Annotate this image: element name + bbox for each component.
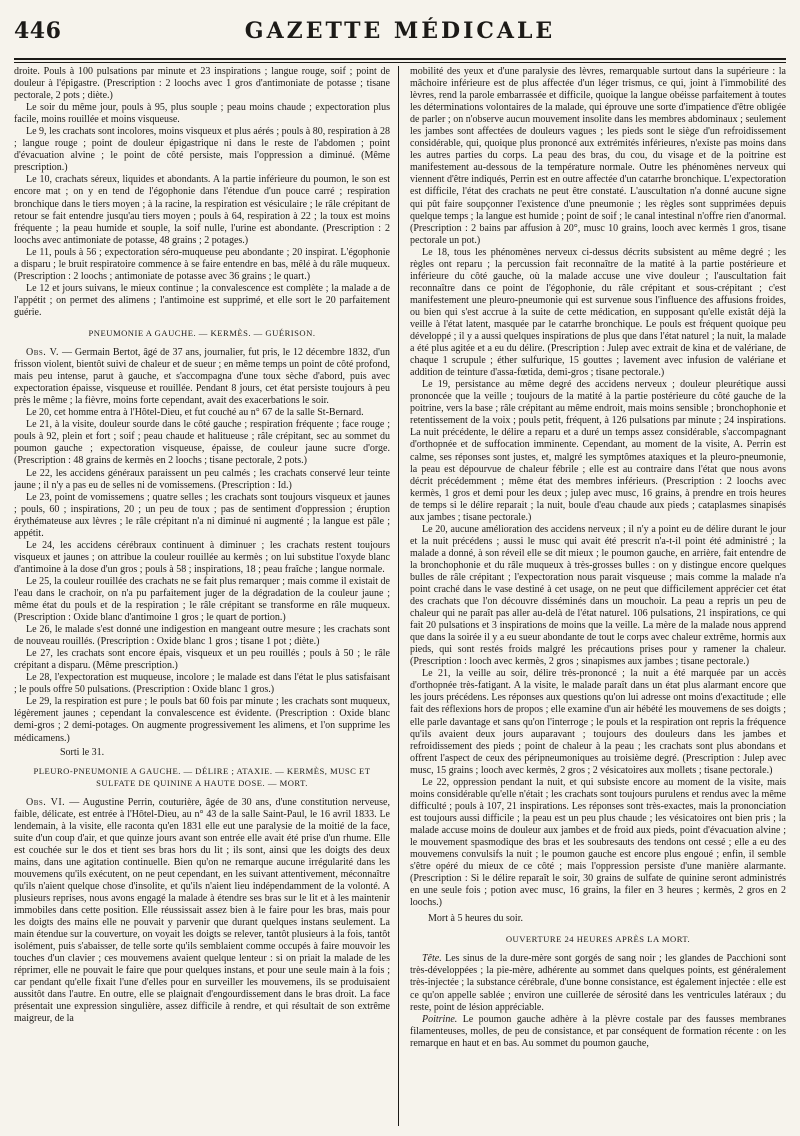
observation-paragraph — [14, 347, 390, 407]
paragraph: Le 22, oppression pendant la nuit, et qui subsiste encore au moment de la visite, mais moins considérable qu'elle n'était ; les crachats sont toujours purulens et rendus avec la même difficulté ; pouls à 107, 21 inspirations. Les réponses sont très-exactes, mais la prononciation est toujours aussi difficile ; la peau est un peu plus chaude ; les vésicatoires ont bien pris ; la malade accuse moins de douleur aux jambes et de froid aux pieds, point d'évacuation alvine ; le mouvement spasmodique des bras et les soubresauts des tendons ont cessé ; elle a eu des mouvemens convulsifs la nuit ; le poumon gauche est encore plus engoué ; enfin, il semble s'être opéré du mieux de ce côté ; mais l'oppression persiste d'une manière alarmante. (Prescription : Si le délire reparaît le soir, 30 grains de sulfate de quinine seront administrés en une seule fois ; potion avec musc, 16 grains, la filer en 3 heures ; kermès, 2 gros en 2 loochs.) — [410, 776, 786, 909]
death-note: Mort à 5 heures du soir. — [428, 913, 523, 925]
journal-title: GAZETTE MÉDICALE — [244, 18, 556, 44]
header-rule — [14, 58, 786, 63]
paragraph: Le soir du même jour, pouls à 95, plus souple ; peau moins chaude ; expectoration plus facile, moins rouillée et moins visqueuse. — [14, 102, 390, 126]
paragraph: Le 12 et jours suivans, le mieux continue ; la convalescence est complète ; la malade a de l'appétit ; on permet des alimens ; l'antimoine est supprimé, et elle sort le 20 parfaitement guérie. — [14, 282, 390, 318]
paragraph: mobilité des yeux et d'une paralysie des lèvres, remarquable surtout dans la supérieure : la mâchoire inférieure est de plus affectée d'un léger trismus, ce qui, joint à l'immobilité des lèvres, rend la parole embarrassée et difficile, quoique la langue obéisse parfaitement à toutes les déterminations volontaires de la malade, qui éprouve une sorte d'impatience d'être obligée de parler ; on n'observe aucun mouvement insolite dans les membres abdominaux ; seulement les jambes sont affectées de douleurs vagues ; les pieds sont le siège d'un refroidissement considérable, qui, quoique plus prononcé aux extrémités inférieures, n'existe pas moins dans les autres parties du corps. La peau des bras, du cou, du visage et de la poitrine est manifestement au-dessous de la température normale. Outre les phénomènes nerveux qui viennent d'être indiqués, Perrin est en outre affectée d'un catarrhe bronchique. L'expectoration est difficile, l'état des crachats ne peut être constaté. L'auscultation n'a donné aucune signe qui pût faire soupçonner l'existence d'une pneumonie ; les règles sont supprimées depuis quelque temps ; la langue est humide ; point de soif ; le canal intestinal n'offre rien d'anormal. (Prescription : 2 bains par affusion à 20°, musc 10 grains, looch avec kermès 1 gros, tisane pectorale un pot.) — [410, 66, 786, 246]
page-number: 446 — [14, 18, 62, 44]
subsection-label: Poitrine. — [422, 1013, 458, 1025]
paragraph: Le 25, la couleur rouillée des crachats ne se fait plus remarquer ; mais comme il existait de l'eau dans le crachoir, on n'a pu parfaitement juger de la dégradation de la couleur jaune ; même état du pouls et de la respiration ; le râle crépitant se transforme en râle muqueux. (Prescription : Oxide blanc d'antimoine 1 gros ; le quart de portion.) — [14, 575, 390, 624]
subsection-text: Les sinus de la dure-mère sont gorgés de sang noir ; les glandes de Pacchioni sont très-développées ; la pie-mère, adhérente au sommet dans quelques points, est généralement très-injectée ; la substance cérébrale, d'une bonne consistance, est également injectée : elle est ce qu'on appelle sablée ; environ une cuillerée de sérosité dans les ventricules latéraux ; du reste, point de lésion appréciable. — [410, 953, 786, 1013]
subsection-text: Le poumon gauche adhère à la plèvre costale par des fausses membranes filamenteuses, molles, de peu de consistance, et par conséquent de formation récente : on les remarque en haut et en bas. Au sommet du poumon gauche, — [410, 1013, 786, 1049]
paragraph — [410, 953, 786, 1013]
section-heading: PNEUMONIE A GAUCHE. — KERMÈS. — GUÉRISON. — [88, 327, 316, 338]
paragraph: Le 29, la respiration est pure ; le pouls bat 60 fois par minute ; les crachats sont muqueux, légèrement jaunes ; cependant la convalescence est évidente. (Prescription : Oxide blanc demi-gros ; 2 demi-potages. On augmente progressivement les alimens, et l'on supprime les médicamens.) — [14, 696, 390, 744]
paragraph: Le 24, les accidens cérébraux continuent à diminuer ; les crachats restent toujours visqueux et jaunes ; on attribue la couleur rouillée au kermès ; on lui substitue l'oxyde blanc d'antimoine à la dose d'un gros ; pouls à 58 ; inspirations, 18 ; peau fraîche ; langue normale. — [14, 539, 390, 575]
paragraph: Le 23, point de vomissemens ; quatre selles ; les crachats sont toujours visqueux et jaunes ; pouls, 60 ; inspirations, 20 ; un peu de toux ; pas de sentiment d'oppression ; éruption érythémateuse aux lèvres ; le râle crépitant n'a ni diminué ni augmenté ; la langue est pâle ; appétit. — [14, 491, 390, 539]
paragraph: Le 22, les accidens généraux paraissent un peu calmés ; les crachats conservé leur teinte jaune ; il n'y a pas eu de selles ni de vomissemens. (Prescription : Id.) — [14, 467, 390, 491]
paragraph: Le 27, les crachats sont encore épais, visqueux et un peu rouillés ; pouls à 50 ; le râle crépitant a disparu. (Même prescription.) — [14, 648, 390, 672]
paragraph: Le 11, pouls à 56 ; expectoration séro-muqueuse peu abondante ; 20 inspirat. L'égophonie a disparu ; le bruit respiratoire commence à se faire entendre en bas, mêlé à du râle muqueux. (Prescription : 2 loochs ; antimoniate de potasse avec 36 grains ; le quart.) — [14, 246, 390, 282]
section-heading: OUVERTURE 24 HEURES APRÈS LA MORT. — [505, 934, 691, 945]
observation-text: — Augustine Perrin, couturière, âgée de 30 ans, d'une constitution nerveuse, faible, délicate, est entrée à l'Hôtel-Dieu, au n° 43 de la salle Saint-Paul, le 16 avril 1833. Le lendemain, à la visite, elle raconta qu'en 1831 elle eut une paralysie de la moitié de la face, suite d'un coup d'air, et que quinze jours avant son entrée elle avait été prise d'un rhume. Elle est couchée sur le dos et tient ses bras hors du lit ; ils sont, ainsi que les doigts des deux mains, dans une agitation continuelle. Bien qu'on ne remarque aucune irrégularité dans les mouvemens qu'ils exécutent, on ne peut cependant, en les suivant attentivement, méconnaître qu'ils n'aient quelque chose d'insolite, et qu'ils n'aient lieu indépendamment de la volonté. A plusieurs reprises, nous avons engagé la malade à étendre ses bras sur le lit et à les maintenir immobiles dans cette position. Elle réussissait assez bien à le faire pour les bras, mais pour les doigts des mains elle ne pouvait y parvenir que durant quelques instans seulement. La main étendue sur la couverture, on voyait les doigts se relever, tantôt plusieurs à la fois, tantôt isolément, puis s'abaisser, de telle sorte qu'ils semblaient comme occupés à faire mouvoir les touches d'un clavier ; ces mouvemens avaient quelque lenteur : si on priait la malade de les réprimer, elle ne pouvait le faire que pour quelques instans, et pour une seule main à la fois ; car pendant qu'elle fixait l'une d'elles pour en surveiller les mouvemens, ils se produisaient aussitôt dans l'autre. En outre, elle se plaignait d'engourdissement dans le bras droit. La face présentait une expression singulière, assez difficile à rendre, et qui résultait de son extrême maigreur, de la — [14, 796, 390, 1025]
observation-label: Obs. VI. — [26, 796, 66, 808]
paragraph: Le 10, crachats séreux, liquides et abondants. A la partie inférieure du poumon, le son est encore mat ; on y en tend de l'égophonie dans l'étendue d'un pouce carré ; respiration bronchique dans le tiers moyen ; à la racine, la respiration est vésiculaire ; le râle crépitant de retour se fait entendre jusqu'au tiers moyen ; pouls à 64, respiration à 22 ; la toux est moins fréquente ; la peau humide et souple, la soif nulle, l'urine est abondante. (Prescription : 2 loochs avec antimoniate de potasse, 48 grains ; 2 potages.) — [14, 174, 390, 246]
paragraph: Le 19, persistance au même degré des accidens nerveux ; douleur pleurétique aussi prononcée que la veille ; toujours de la matité à la partie postérieure du côté gauche de la poitrine, vers la base ; râle crépitant au même endroit, mais moins sensible ; bronchophonie et retentissement de la voix ; pouls petit, fréquent, à 126 pulsations par minute ; 24 inspirations. La nuit précédente, le délire a reparu et a duré un temps assez considérable, s'accompagnant d'orthopnée et de suffocation imminente. Cependant, au moment de la visite, A. Perrin est calme, ses réponses sont justes, et, malgré les symptômes ataxiques et la pleuro-pneumonie, la peau est dépourvue de chaleur fébrile ; elle est au contraire dans l'état que nous avons décrit précédemment ; même état des membres inférieurs. (Prescription : 2 loochs avec kermès, 1 gros et demi pour les deux ; julep avec musc, 16 grains, à prendre en trois heures de temps si le délire reparait ; la nuit, boule d'eau chaude aux pieds ; cataplasmes sinapisés aux jambes ; tisane pectorale.) — [410, 379, 786, 523]
paragraph: Le 18, tous les phénomènes nerveux ci-dessus décrits subsistent au même degré ; les règles ont reparu ; la percussion fait reconnaître de la matité à la partie postérieure et inférieure du côté gauche, où la malade accuse une vive douleur ; l'auscultation fait reconnaître dans ce point de l'égophonie, du râle crépitant et sous-crépitant ; c'est manifestement une pleuro-pneumonie qui est survenue sous l'influence des affusions froides, ou bien qui s'est accrue à la suite de cette médication, en supposant qu'elle existât déjà la veille à l'état latent, masquée par le catarrhe bronchique. Le pouls est fréquent quoique peu développé ; il y a aussi quelques inspirations de plus que dans l'état naturel ; la nuit, la malade a été plus agitée et a eu du délire. (Prescription : Julep avec extrait de kina et de valériane, de chaque 1 scrupule ; éther sulfurique, 15 gouttes ; lavement avec infusion de valériane et addition de teinture d'assa-fœtida, demi-gros ; tisane pectorale.) — [410, 246, 786, 379]
paragraph: Le 20, aucune amélioration des accidens nerveux ; il n'y a point eu de délire durant le jour et la nuit précédens ; aussi le musc qui avait été prescrit n'a-t-il point été administré ; la malade a donné, à son réveil elle se dit mieux ; le poumon gauche, en arrière, fait entendre de la bronchophonie et du râle muqueux à très-grosses bulles : on y distingue encore quelques bulles de râle crépitant ; l'expectoration nous parait visqueuse ; mais comme la malade n'a point craché dans le vase destiné à cet usage, on ne peut que difficilement apprécier cet état des crachats que l'on découvre disséminés dans un mouchoir. La peau a repris un peu de chaleur qui ne paraît pas aller au-delà de l'état naturel. 106 pulsations, 21 inspirations, ce qui fait 20 pulsations et 3 inspirations de moins que la veille. La mère de la malade nous apprend que dans la soirée il y a eu sueur abondante de tout le corps avec chaleur extrême, hormis aux pieds, qui sont restés froids malgré les précautions prises pour y ramener la chaleur. (Prescription : looch avec kermès, 2 gros ; sinapismes aux jambes ; tisane pectorale.) — [410, 523, 786, 668]
paragraph: Le 21, à la visite, douleur sourde dans le côté gauche ; respiration fréquente ; face rouge ; pouls à 92, plein et fort ; soif ; peau chaude et halitueuse ; râle crépitant, sec au sommet du poumon gauche ; expectoration visqueuse, épaisse, de couleur jaune sucre d'orge. (Prescription : 48 grains de kermès en 2 loochs ; tisane pectorale, 2 pots.) — [14, 419, 390, 467]
page-header — [14, 14, 786, 54]
paragraph: Le 28, l'expectoration est muqueuse, incolore ; le malade est dans l'état le plus satisfaisant ; le pouls offre 50 pulsations. (Prescription : Oxide blanc 1 gros.) — [14, 672, 390, 696]
observation-paragraph — [14, 797, 390, 1026]
discharge-note: Sorti le 31. — [60, 746, 105, 758]
observation-text: — Germain Bertot, âgé de 37 ans, journalier, fut pris, le 12 décembre 1832, d'un frisson violent, bientôt suivi de chaleur et de sueur ; en même temps un point de côté profond, mais peu intense, parut à gauche, et s'accompagna d'une toux sèche d'abord, puis avec expectoration épaisse, visqueuse et rouillée. Pendant 8 jours, cet état persiste toujours à peu près le même ; la fièvre, moins forte cependant, avait des exacerbations le soir. — [14, 347, 390, 407]
section-heading: PLEURO-PNEUMONIE A GAUCHE. — DÉLIRE ; ATAXIE. — KERMÈS, MUSC ET SULFATE DE QUININE A HAUTE DOSE. — MORT. — [33, 765, 371, 788]
paragraph: droite. Pouls à 100 pulsations par minute et 23 inspirations ; langue rouge, soif ; point de douleur à l'épigastre. (Prescription : 2 loochs avec 1 gros d'antimoniate de potasse ; tisane pectorale, 2 pots ; diète.) — [14, 66, 390, 102]
paragraph: Le 20, cet homme entra à l'Hôtel-Dieu, et fut couché au n° 67 de la salle St-Bernard. — [26, 407, 364, 419]
paragraph: Le 21, la veille au soir, délire très-prononcé ; la nuit a été marquée par un accès d'orthopnée très-fatigant. A la visite, le malade paraît dans un état plus alarmant encore que les jours précédens. Les réponses aux questions qu'on lui adresse ont moins d'exactitude ; elle fait des réflexions hors de propos ; elle examine d'un air hébété les mouvemens de ses doigts ; elle parle davantage et sans qu'on l'interroge ; le pouls et la respiration ont repris la fréquence qu'ils avaient deux jours auparavant ; toujours des douleurs dans les jambes et refroidissement des pieds ; point de chaleur à la peau ; les crachats sont plus abondans et offrent l'aspect de ceux des péripneumoniques au troisième degré. (Prescription : Julep avec musc, 15 grains ; looch avec kermès, 2 gros ; 2 vésicatoires aux mollets ; tisane pectorale.) — [410, 668, 786, 776]
right-column — [410, 66, 786, 1126]
paragraph: Le 26, le malade s'est donné une indigestion en mangeant outre mesure ; les crachats sont de nouveau rouillés. (Prescription : Oxide blanc 1 gros ; tisane 1 pot ; diète.) — [14, 624, 390, 648]
left-column — [14, 66, 390, 1126]
subsection-label: Tête. — [422, 953, 442, 965]
paragraph: Le 9, les crachats sont incolores, moins visqueux et plus aérés ; pouls à 80, respiration à 28 ; langue rouge ; point de douleur épigastrique ni dans le reste de l'abdomen ; point d'évacuation alvine ; le point de côté persiste, mais l'oppression a diminué. (Même prescription.) — [14, 126, 390, 174]
observation-label: Obs. V. — [26, 347, 59, 359]
column-divider — [398, 66, 399, 1126]
paragraph — [410, 1014, 786, 1050]
